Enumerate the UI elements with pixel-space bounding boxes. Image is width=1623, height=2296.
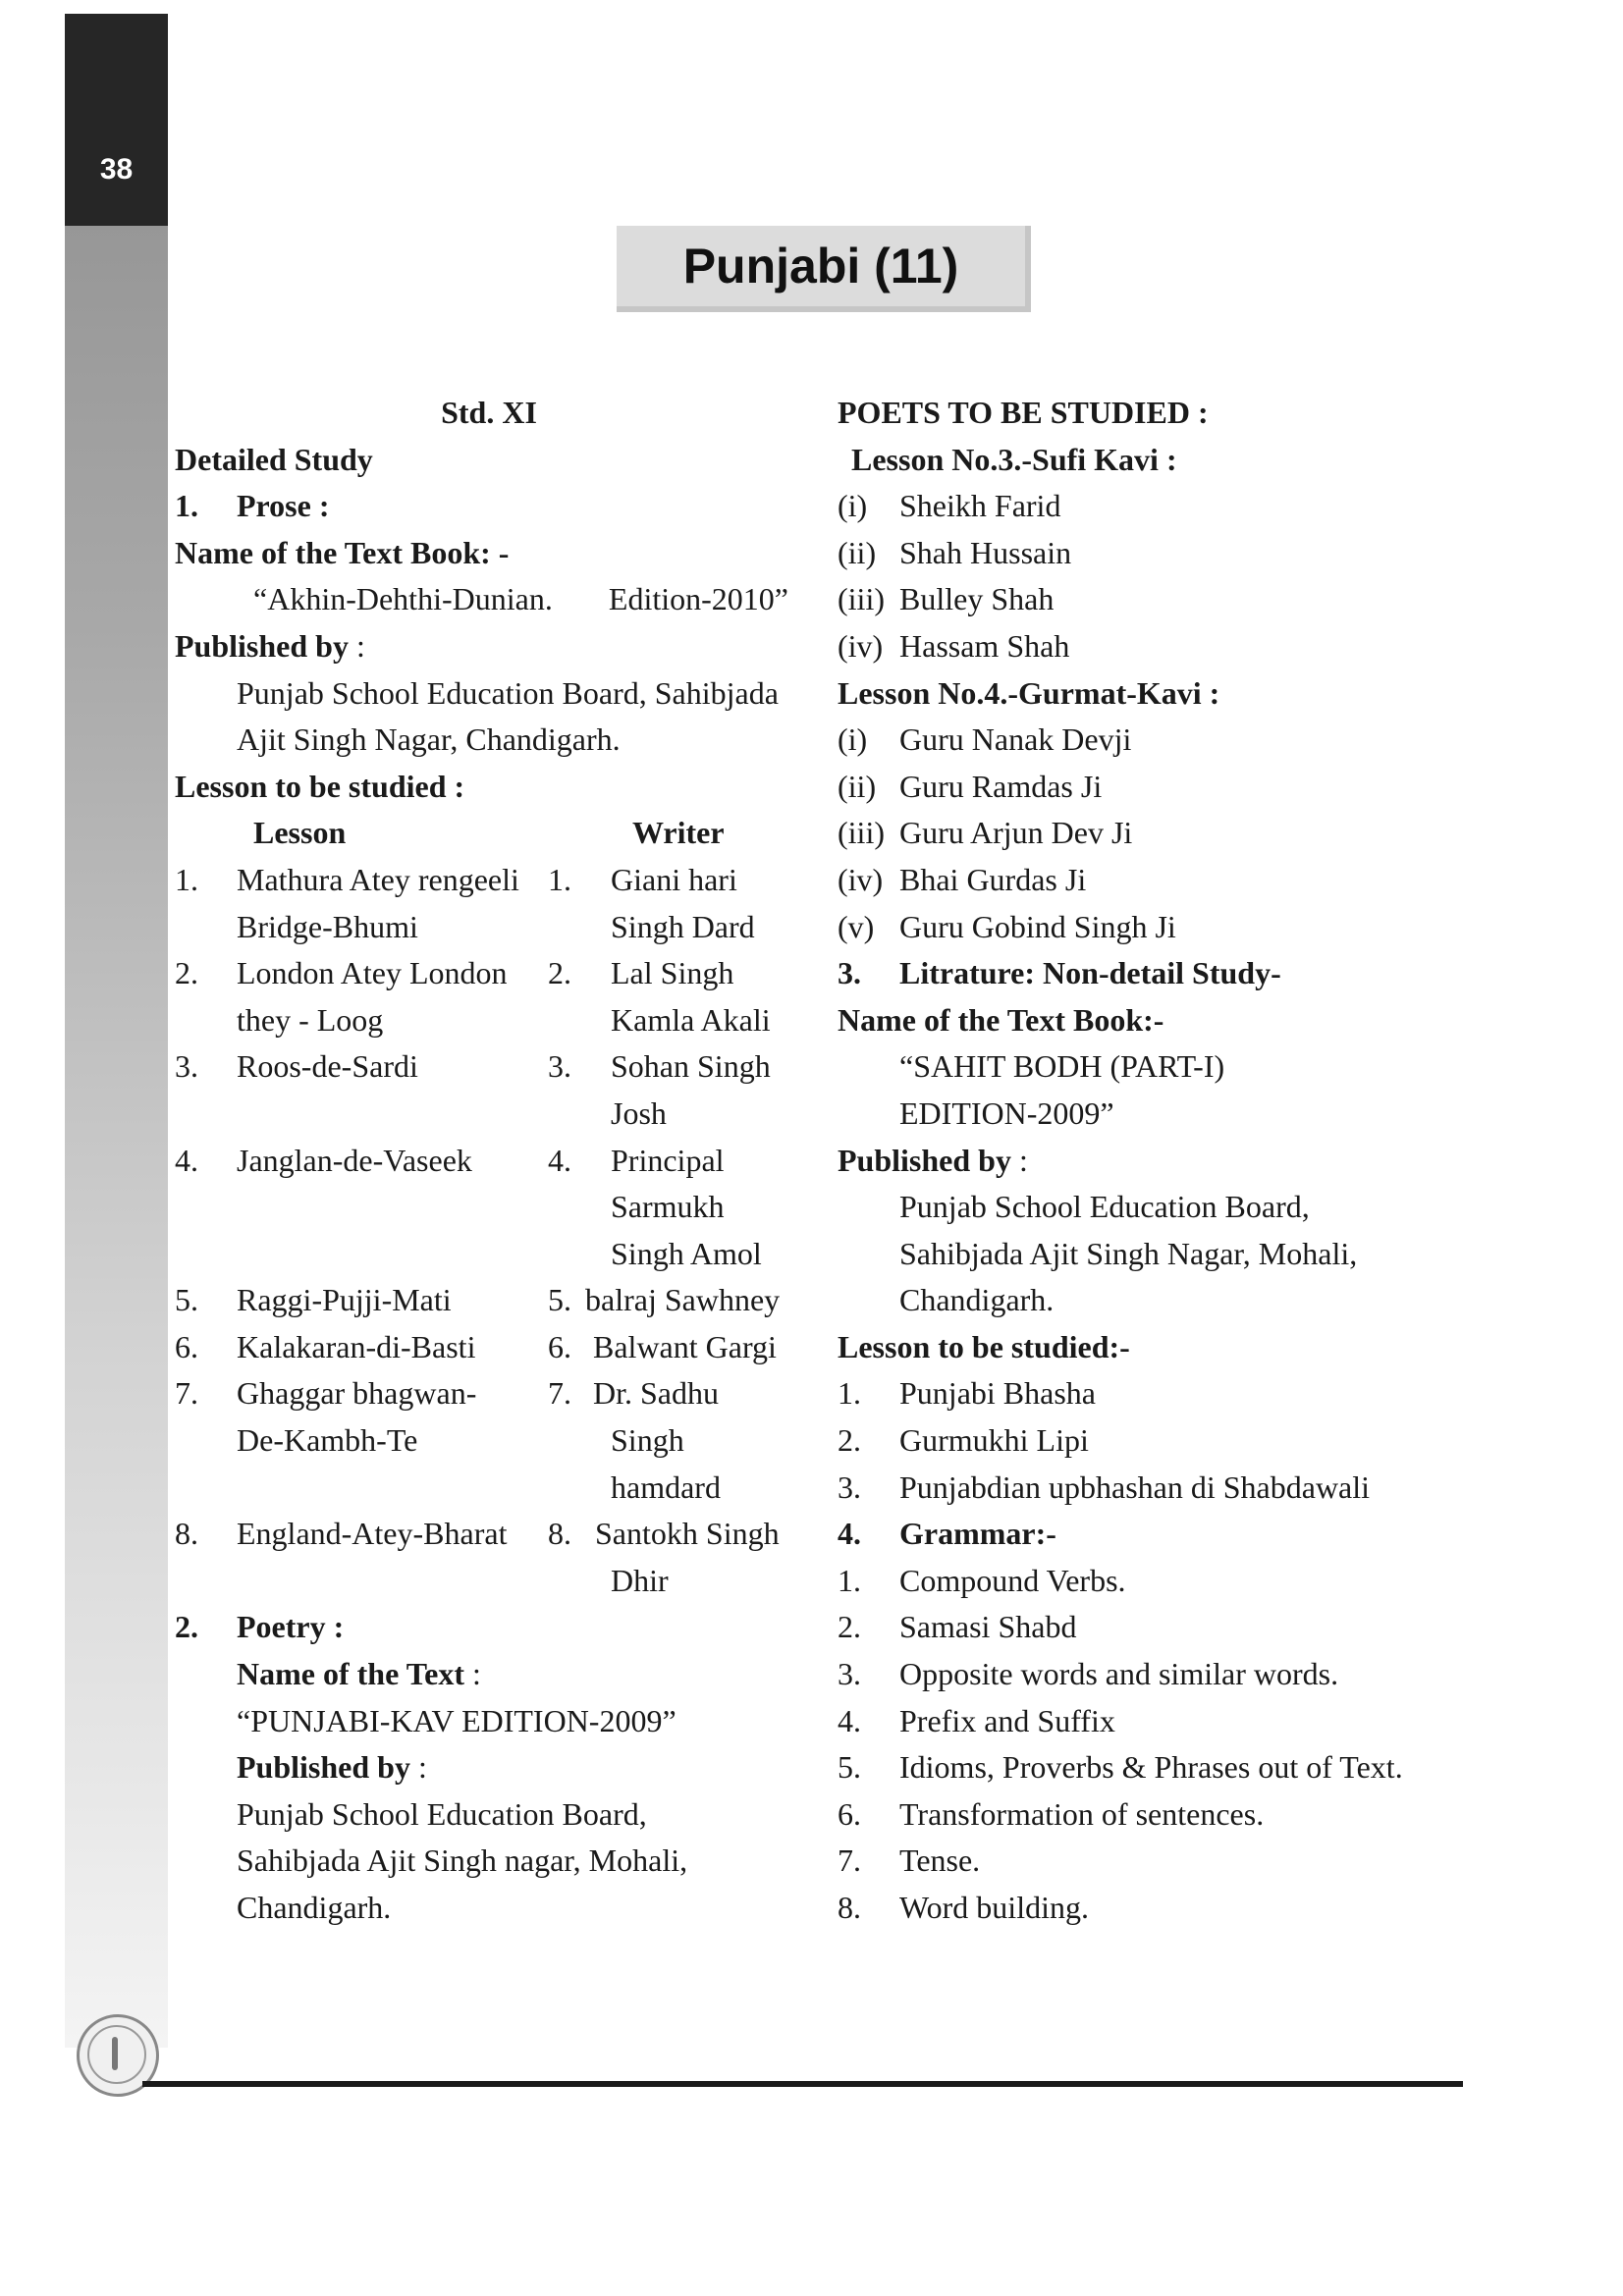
item-number: 5. xyxy=(838,1749,861,1786)
grammar-topic: Idioms, Proverbs & Phrases out of Text. xyxy=(899,1749,1403,1786)
writer-number: 1. xyxy=(548,861,571,897)
writer-name: Singh Amol xyxy=(611,1235,762,1271)
literature-label: Litrature: Non-detail Study- xyxy=(899,955,1281,991)
writer-number: 4. xyxy=(548,1142,571,1178)
grammar-label: Grammar:- xyxy=(899,1516,1056,1552)
lesson-name: Punjabi Bhasha xyxy=(899,1375,1096,1412)
poetry-publisher-line-1: Punjab School Education Board, xyxy=(237,1795,647,1832)
published-by-colon: : xyxy=(1018,1142,1028,1178)
writer-name: Dr. Sadhu xyxy=(593,1375,719,1412)
poet-name: Sheikh Farid xyxy=(899,488,1061,524)
item-number: 2. xyxy=(838,1609,861,1645)
writer-number: 3. xyxy=(548,1048,571,1085)
prose-label: Prose : xyxy=(237,488,330,524)
publisher-line-1: Punjab School Education Board, Sahibjada xyxy=(237,674,779,711)
lesson-item xyxy=(838,1370,1486,1417)
lesson-name: Janglan-de-Vaseek xyxy=(237,1142,472,1178)
item-number: 1. xyxy=(838,1375,861,1412)
text-book-label: Name of the Text Book:- xyxy=(838,1001,1164,1038)
grammar-item xyxy=(838,1698,1486,1745)
lesson-name: Bridge-Bhumi xyxy=(237,908,418,944)
publisher-line-3: Chandigarh. xyxy=(899,1282,1055,1318)
grammar-topic: Opposite words and similar words. xyxy=(899,1656,1339,1692)
poetry-text-title: “PUNJABI-KAV EDITION-2009” xyxy=(237,1702,676,1738)
item-number: (i) xyxy=(838,488,868,524)
prose-number: 1. xyxy=(175,488,198,524)
published-by-label: Published by xyxy=(175,627,349,664)
grammar-topic: Samasi Shabd xyxy=(899,1609,1077,1645)
item-number: 1. xyxy=(838,1562,861,1598)
text-book-title-row xyxy=(175,576,788,623)
poet-name: Bhai Gurdas Ji xyxy=(899,861,1087,897)
item-number: 6. xyxy=(838,1795,861,1832)
lesson-heading: Lesson to be studied : xyxy=(175,768,465,804)
lesson-row xyxy=(175,1277,803,1324)
writer-name: Josh xyxy=(611,1095,667,1131)
lesson-row-cont xyxy=(175,997,803,1044)
writer-name: Sohan Singh xyxy=(611,1048,771,1085)
column-header-writer: Writer xyxy=(632,815,725,851)
writer-name: Singh Dard xyxy=(611,908,755,944)
writer-name-text: Giani hari xyxy=(611,861,737,897)
lesson-row xyxy=(175,1324,803,1371)
lesson-number: 5. xyxy=(175,1282,198,1318)
grammar-item xyxy=(838,1885,1486,1932)
lesson-name: Kalakaran-di-Basti xyxy=(237,1328,476,1364)
lesson-row xyxy=(175,1138,803,1185)
publisher-line-2: Ajit Singh Nagar, Chandigarh. xyxy=(237,721,621,758)
grammar-item xyxy=(838,1838,1486,1885)
lesson-number: 6. xyxy=(175,1328,198,1364)
lesson-number: 8. xyxy=(175,1516,198,1552)
gurmat-poet-item xyxy=(838,810,1486,857)
poet-name: Guru Arjun Dev Ji xyxy=(899,815,1133,851)
lesson-name: Roos-de-Sardi xyxy=(237,1048,418,1085)
sufi-poet-item xyxy=(838,530,1486,577)
grammar-topic: Prefix and Suffix xyxy=(899,1702,1115,1738)
poetry-published-label: Published by xyxy=(237,1749,410,1786)
lesson-row xyxy=(175,950,803,997)
column-header-lesson: Lesson xyxy=(253,815,347,851)
side-gradient-bar xyxy=(65,14,168,2048)
grammar-item xyxy=(838,1791,1486,1839)
writer-number: 5. xyxy=(548,1282,571,1318)
lesson-name: Raggi-Pujji-Mati xyxy=(237,1282,452,1318)
writer-number: 2. xyxy=(548,955,571,991)
sufi-poet-item xyxy=(838,576,1486,623)
lesson-item xyxy=(838,1465,1486,1512)
lesson-name: Ghaggar bhagwan- xyxy=(237,1375,477,1412)
poetry-heading xyxy=(175,1604,803,1651)
lesson-row-cont xyxy=(175,1231,803,1278)
writer-name: hamdard xyxy=(611,1468,721,1505)
grammar-item xyxy=(838,1651,1486,1698)
item-number: 2. xyxy=(838,1422,861,1459)
lesson4-heading: Lesson No.4.-Gurmat-Kavi : xyxy=(838,674,1220,711)
item-number: (v) xyxy=(838,908,875,944)
lesson-name: Mathura Atey rengeeli xyxy=(237,861,519,897)
right-column xyxy=(838,390,1486,1932)
lesson-row xyxy=(175,1370,803,1417)
lesson-number: 1. xyxy=(175,861,198,897)
grammar-heading xyxy=(838,1511,1486,1558)
gurmat-poet-item xyxy=(838,857,1486,904)
grammar-item xyxy=(838,1744,1486,1791)
item-number: 3. xyxy=(838,1656,861,1692)
poet-name: Guru Ramdas Ji xyxy=(899,768,1103,804)
page-number: 38 xyxy=(99,153,134,186)
poetry-text-label: Name of the Text xyxy=(237,1656,464,1692)
text-book-label: Name of the Text Book: - xyxy=(175,534,510,570)
lesson-row-cont xyxy=(175,1091,803,1138)
std-heading: Std. XI xyxy=(441,395,537,430)
poetry-publisher-line-3: Chandigarh. xyxy=(237,1890,392,1925)
poets-heading: POETS TO BE STUDIED : xyxy=(838,395,1209,430)
writer-name: Singh xyxy=(611,1422,684,1459)
lesson-row xyxy=(175,1043,803,1091)
lesson-row-cont xyxy=(175,1184,803,1231)
poetry-label: Poetry : xyxy=(237,1609,345,1645)
grammar-item xyxy=(838,1558,1486,1605)
published-by-label: Published by xyxy=(838,1142,1011,1178)
page-number-box xyxy=(65,14,168,226)
lesson-row xyxy=(175,857,803,904)
poetry-text-row xyxy=(175,1651,803,1698)
gurmat-poet-item xyxy=(838,904,1486,951)
lesson-name: Punjabdian upbhashan di Shabdawali xyxy=(899,1468,1371,1505)
poetry-publisher-line-2: Sahibjada Ajit Singh nagar, Mohali, xyxy=(237,1842,688,1879)
footer-rule xyxy=(142,2081,1463,2087)
gurmat-poet-item xyxy=(838,764,1486,811)
lesson3-heading: Lesson No.3.-Sufi Kavi : xyxy=(851,441,1177,477)
item-number: (ii) xyxy=(838,534,877,570)
item-number: 8. xyxy=(838,1890,861,1925)
poetry-published-colon: : xyxy=(417,1749,427,1786)
item-number: (i) xyxy=(838,721,868,758)
sufi-poet-item xyxy=(838,483,1486,530)
lesson-name: Gurmukhi Lipi xyxy=(899,1422,1089,1459)
grammar-item xyxy=(838,1604,1486,1651)
grammar-topic: Word building. xyxy=(899,1890,1089,1925)
text-book-title: “Akhin-Dehthi-Dunian. xyxy=(253,581,553,617)
writer-name: Principal xyxy=(611,1142,725,1178)
poetry-text-colon: : xyxy=(471,1656,481,1692)
text-book-line-1: “SAHIT BODH (PART-I) xyxy=(899,1048,1225,1085)
publisher-line-1: Punjab School Education Board, xyxy=(899,1189,1310,1225)
item-number: (iii) xyxy=(838,581,885,617)
writer-number: 6. xyxy=(548,1328,571,1364)
literature-heading xyxy=(838,950,1486,997)
item-number: (iii) xyxy=(838,815,885,851)
lesson-row-cont xyxy=(175,904,803,951)
lesson-table-header xyxy=(175,810,803,857)
grammar-topic: Transformation of sentences. xyxy=(899,1795,1265,1832)
writer-name: Kamla Akali xyxy=(611,1001,771,1038)
writer-name xyxy=(611,857,797,904)
poetry-number: 2. xyxy=(175,1609,198,1645)
lesson-number: 4. xyxy=(175,1142,198,1178)
poetry-published-row xyxy=(175,1744,803,1791)
grammar-topic: Tense. xyxy=(899,1842,981,1879)
item-number: (iv) xyxy=(838,627,884,664)
writer-number: 8. xyxy=(548,1516,571,1552)
text-book-edition: Edition-2010” xyxy=(608,581,788,617)
subject-title-box xyxy=(617,226,1031,312)
subject-title: Punjabi (11) xyxy=(682,239,959,294)
published-by-colon: : xyxy=(355,627,365,664)
grammar-topic: Compound Verbs. xyxy=(899,1562,1126,1598)
lesson-heading: Lesson to be studied:- xyxy=(838,1328,1130,1364)
grammar-number: 4. xyxy=(838,1516,861,1552)
item-number: 3. xyxy=(838,1468,861,1505)
sufi-poet-item xyxy=(838,623,1486,670)
lesson-row-cont xyxy=(175,1417,803,1465)
lesson-row xyxy=(175,1511,803,1558)
item-number: (ii) xyxy=(838,768,877,804)
writer-number: 7. xyxy=(548,1375,571,1412)
lesson-name: De-Kambh-Te xyxy=(237,1422,418,1459)
lesson-name: England-Atey-Bharat xyxy=(237,1516,508,1552)
writer-name: Lal Singh xyxy=(611,955,734,991)
published-by-row xyxy=(838,1138,1486,1185)
poet-name: Bulley Shah xyxy=(899,581,1055,617)
lesson-item xyxy=(838,1417,1486,1465)
publisher-line-2: Sahibjada Ajit Singh Nagar, Mohali, xyxy=(899,1235,1358,1271)
lesson-name: they - Loog xyxy=(237,1001,384,1038)
item-number: 7. xyxy=(838,1842,861,1879)
poet-name: Guru Gobind Singh Ji xyxy=(899,908,1176,944)
lesson-row-cont xyxy=(175,1465,803,1512)
lesson-number: 3. xyxy=(175,1048,198,1085)
lesson-row-cont xyxy=(175,1558,803,1605)
text-book-line-2: EDITION-2009” xyxy=(899,1095,1114,1131)
writer-name: balraj Sawhney xyxy=(585,1282,781,1318)
poet-name: Shah Hussain xyxy=(899,534,1072,570)
poet-name: Guru Nanak Devji xyxy=(899,721,1132,758)
writer-name: Santokh Singh xyxy=(595,1516,780,1552)
poet-name: Hassam Shah xyxy=(899,627,1070,664)
published-by-row xyxy=(175,623,803,670)
literature-number: 3. xyxy=(838,955,861,991)
lesson-number: 2. xyxy=(175,955,198,991)
prose-heading xyxy=(175,483,803,530)
item-number: (iv) xyxy=(838,861,884,897)
writer-name: Dhir xyxy=(611,1562,669,1598)
lesson-number: 7. xyxy=(175,1375,198,1412)
lesson-name: London Atey London xyxy=(237,955,508,991)
writer-name: Sarmukh xyxy=(611,1189,725,1225)
writer-name: Balwant Gargi xyxy=(593,1328,777,1364)
item-number: 4. xyxy=(838,1702,861,1738)
detailed-study-heading: Detailed Study xyxy=(175,441,373,477)
left-column xyxy=(175,390,803,1932)
gurmat-poet-item xyxy=(838,717,1486,764)
